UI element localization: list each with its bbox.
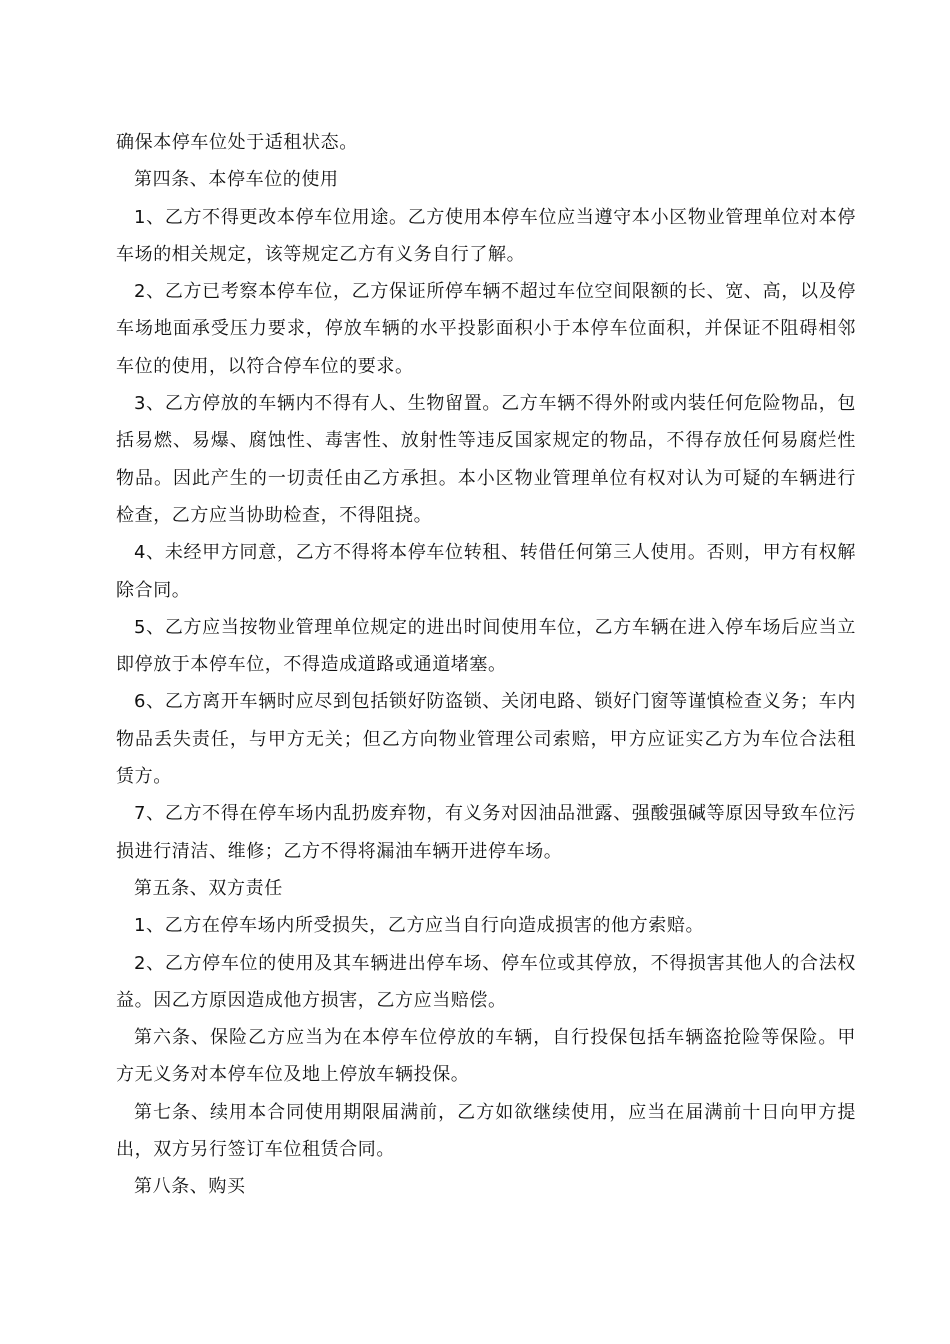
article-8-heading: 第八条、购买 [134,1176,246,1198]
article-4-clause-6: 6、乙方离开车辆时应尽到包括锁好防盗锁、关闭电路、锁好门窗等谨慎检查义务；车内物品丢失责任，与甲方无关；但乙方向物业管理公司索赔，甲方应证实乙方为车位合法租赁方。 [116,691,856,788]
article-5-clause-1: 1、乙方在停车场内所受损失，乙方应当自行向造成损害的他方索赔。 [134,915,705,937]
article-4-clause-5: 5、乙方应当按物业管理单位规定的进出时间使用车位，乙方车辆在进入停车场后应当立即停放于本停车位，不得造成道路或通道堵塞。 [116,616,856,676]
article-5-clause-2: 2、乙方停车位的使用及其车辆进出停车场、停车位或其停放，不得损害其他人的合法权益。因乙方原因造成他方损害，乙方应当赔偿。 [116,952,856,1011]
continuation-paragraph: 确保本停车位处于适租状态。 [116,132,358,153]
article-6-insurance: 第六条、保险乙方应当为在本停车位停放的车辆，自行投保包括车辆盗抢险等保险。甲方无义务对本停车位及地上停放车辆投保。 [116,1027,856,1086]
document-body [116,124,856,1206]
article-4-clause-2: 2、乙方已考察本停车位，乙方保证所停车辆不超过车位空间限额的长、宽、高，以及停车场地面承受压力要求，停放车辆的水平投影面积小于本停车位面积，并保证不阻碍相邻车位的使用，以符合停车位的要求。 [116,281,856,377]
article-4-clause-3: 3、乙方停放的车辆内不得有人、生物留置。乙方车辆不得外附或内装任何危险物品，包括易燃、易爆、腐蚀性、毒害性、放射性等违反国家规定的物品，不得存放任何易腐烂性物品。因此产生的一切责任由乙方承担。本小区物业管理单位有权对认为可疑的车辆进行检查，乙方应当协助检查，不得阻挠。 [116,393,856,526]
article-5-heading: 第五条、双方责任 [134,877,283,899]
article-4-clause-7: 7、乙方不得在停车场内乱扔废弃物，有义务对因油品泄露、强酸强碱等原因导致车位污损进行清洁、维修；乙方不得将漏油车辆开进停车场。 [116,803,856,862]
article-4-clause-4: 4、未经甲方同意，乙方不得将本停车位转租、转借任何第三人使用。否则，甲方有权解除合同。 [116,542,856,601]
article-4-heading: 第四条、本停车位的使用 [134,169,339,191]
article-4-clause-1: 1、乙方不得更改本停车位用途。乙方使用本停车位应当遵守本小区物业管理单位对本停车场的相关规定，该等规定乙方有义务自行了解。 [116,206,856,265]
article-7-renewal: 第七条、续用本合同使用期限届满前，乙方如欲继续使用，应当在届满前十日向甲方提出，双方另行签订车位租赁合同。 [116,1101,856,1161]
